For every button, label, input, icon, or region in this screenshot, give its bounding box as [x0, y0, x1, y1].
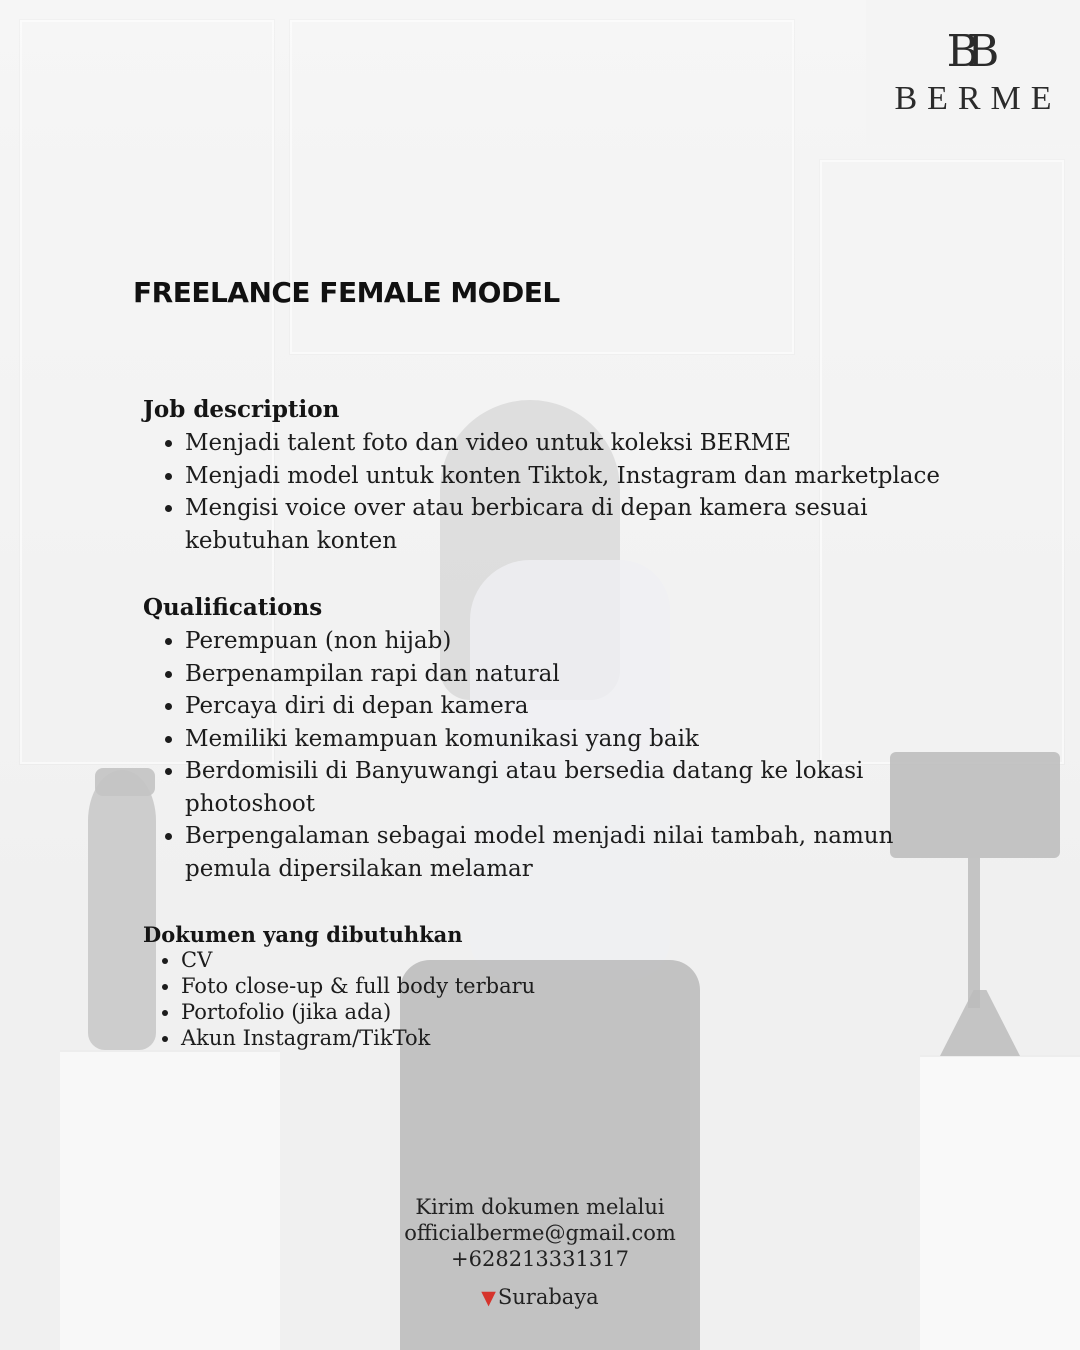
list-item: • Akun Instagram/TikTok [181, 1025, 743, 1051]
list-item: • Berpenampilan rapi dan natural [185, 658, 903, 691]
list-item: • Berpengalaman sebagai model menjadi nilai tambah, namun pemula dipersilakan melamar [185, 820, 903, 885]
list-item: • Menjadi talent foto dan video untuk koleksi BERME [185, 427, 943, 460]
location-label: Surabaya [497, 1285, 599, 1309]
qualifications-section [143, 594, 903, 885]
list-item: • Memiliki kemampuan komunikasi yang baik [185, 723, 903, 756]
contact-phone[interactable]: +628213331317 [451, 1247, 629, 1271]
job-description-list [143, 427, 943, 557]
list-item: • Foto close-up & full body terbaru [181, 973, 743, 999]
section-heading: Dokumen yang dibutuhkan [143, 922, 463, 947]
section-heading: Qualifications [143, 594, 323, 621]
section-heading: Job description [143, 396, 340, 423]
job-description-section [143, 396, 943, 557]
contact-footer [340, 1194, 740, 1311]
location [340, 1284, 740, 1311]
documents-section [143, 922, 743, 1051]
list-item: • Mengisi voice over atau berbicara di depan kamera sesuai kebutuhan konten [185, 492, 943, 557]
list-item: • Percaya diri di depan kamera [185, 690, 903, 723]
brand-monogram: BB [946, 25, 988, 77]
page-title: FREELANCE FEMALE MODEL [133, 276, 560, 309]
list-item: • Portofolio (jika ada) [181, 999, 743, 1025]
list-item: • CV [181, 947, 743, 973]
list-item: • Perempuan (non hijab) [185, 625, 903, 658]
list-item: • Berdomisili di Banyuwangi atau bersedia datang ke lokasi photoshoot [185, 755, 903, 820]
brand-name: BERME [894, 79, 1062, 117]
contact-email[interactable]: officialberme@gmail.com [404, 1221, 676, 1245]
qualifications-list [143, 625, 903, 885]
location-pin-icon: ▼ [481, 1287, 496, 1309]
send-label: Kirim dokumen melalui [415, 1195, 665, 1219]
list-item: • Menjadi model untuk konten Tiktok, Instagram dan marketplace [185, 460, 943, 493]
documents-list [143, 947, 743, 1051]
